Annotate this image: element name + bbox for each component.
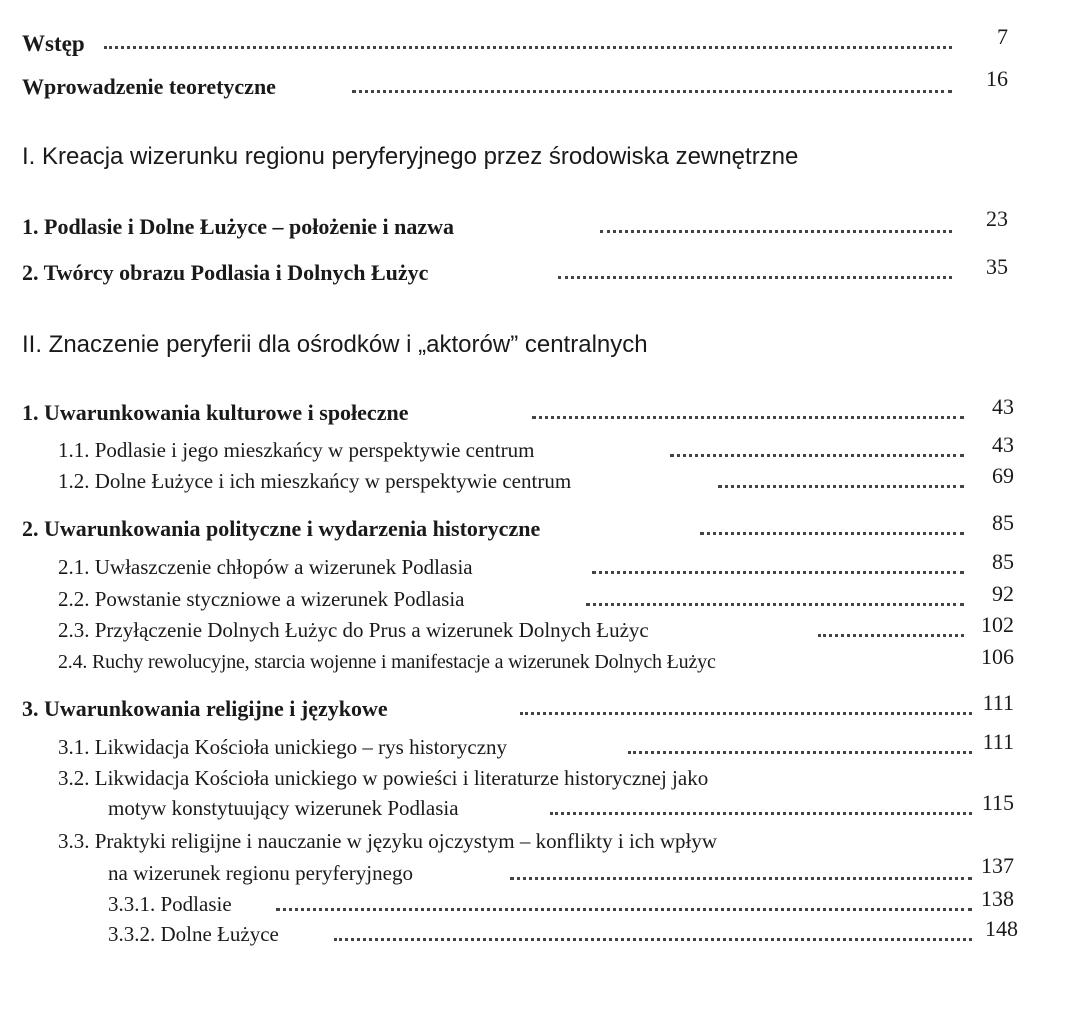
chapter-heading: I. Kreacja wizerunku regionu peryferyjnego przez środowiska zewnętrzne bbox=[22, 143, 799, 170]
toc-entry-1-1[interactable] bbox=[0, 208, 1084, 242]
dot-leader bbox=[334, 938, 972, 941]
page-number: 111 bbox=[982, 690, 1014, 715]
entry-label: 2.1. Uwłaszczenie chłopów a wizerunek Podlasia bbox=[58, 555, 473, 579]
entry-label: 2.3. Przyłączenie Dolnych Łużyc do Prus a wizerunek Dolnych Łużyc bbox=[58, 618, 649, 642]
page-number: 92 bbox=[992, 581, 1014, 606]
toc-entry-2-3-3[interactable] bbox=[0, 825, 1084, 891]
page-number: 148 bbox=[985, 916, 1018, 941]
toc-entry-2-1-2[interactable] bbox=[0, 465, 1084, 499]
toc-entry-2-2[interactable] bbox=[0, 512, 1084, 546]
toc-entry-2-2-1[interactable] bbox=[0, 551, 1084, 585]
page-number: 43 bbox=[992, 432, 1014, 457]
dot-leader bbox=[550, 812, 972, 815]
dot-leader bbox=[520, 712, 972, 715]
entry-label: 3. Uwarunkowania religijne i językowe bbox=[22, 696, 388, 721]
entry-label: 2. Twórcy obrazu Podlasia i Dolnych Łużyc bbox=[22, 260, 429, 285]
dot-leader bbox=[510, 877, 972, 880]
toc-entry-2-2-4[interactable] bbox=[0, 646, 1084, 680]
dot-leader bbox=[558, 276, 952, 279]
toc-entry-2-3-3-2[interactable] bbox=[0, 918, 1084, 952]
toc-entry-2-3-2[interactable] bbox=[0, 762, 1084, 828]
dot-leader bbox=[818, 634, 964, 637]
page-number: 85 bbox=[992, 510, 1014, 535]
toc-entry-2-3[interactable] bbox=[0, 692, 1084, 726]
page-number: 7 bbox=[997, 24, 1008, 49]
entry-label: 3.3.2. Dolne Łużyce bbox=[108, 922, 279, 946]
toc-entry-1-2[interactable] bbox=[0, 256, 1084, 290]
toc-entry-2-2-3[interactable] bbox=[0, 614, 1084, 648]
page-number: 43 bbox=[992, 394, 1014, 419]
dot-leader bbox=[104, 46, 952, 49]
page-number: 138 bbox=[981, 886, 1014, 911]
dot-leader bbox=[592, 571, 964, 574]
toc-entry-wprowadzenie[interactable] bbox=[0, 68, 1084, 102]
page-number: 106 bbox=[981, 644, 1014, 669]
entry-label: 3.3. Praktyki religijne i nauczanie w języku ojczystym – konflikty i ich wpływ bbox=[58, 829, 718, 853]
page-number: 69 bbox=[992, 463, 1014, 488]
dot-leader bbox=[700, 532, 964, 535]
dot-leader bbox=[628, 751, 972, 754]
toc-entry-2-3-3-1[interactable] bbox=[0, 888, 1084, 922]
dot-leader bbox=[600, 230, 952, 233]
entry-label: 3.2. Likwidacja Kościoła unickiego w powieści i literaturze historycznej jako bbox=[58, 766, 709, 790]
entry-label: 1. Uwarunkowania kulturowe i społeczne bbox=[22, 400, 409, 425]
entry-label: 1. Podlasie i Dolne Łużyce – położenie i nazwa bbox=[22, 214, 455, 239]
entry-label: Wstęp bbox=[22, 31, 85, 56]
entry-label: 1.1. Podlasie i jego mieszkańcy w perspektywie centrum bbox=[58, 438, 535, 462]
entry-label: Wprowadzenie teoretyczne bbox=[22, 74, 276, 99]
page-number: 16 bbox=[986, 66, 1008, 91]
dot-leader bbox=[532, 416, 964, 419]
entry-label: 2.2. Powstanie styczniowe a wizerunek Podlasia bbox=[58, 587, 465, 611]
entry-label: 3.1. Likwidacja Kościoła unickiego – rys historyczny bbox=[58, 735, 508, 759]
page-number: 23 bbox=[986, 206, 1008, 231]
page-number: 115 bbox=[981, 790, 1014, 815]
entry-label-continuation: motyw konstytuujący wizerunek Podlasia bbox=[108, 796, 459, 820]
page-number: 102 bbox=[981, 612, 1014, 637]
entry-label: 2.4. Ruchy rewolucyjne, starcia wojenne i manifestacje a wizerunek Dolnych Łużyc bbox=[58, 651, 716, 673]
dot-leader bbox=[718, 485, 964, 488]
dot-leader bbox=[586, 603, 964, 606]
dot-leader bbox=[352, 90, 952, 93]
toc-entry-2-3-1[interactable] bbox=[0, 731, 1084, 765]
dot-leader bbox=[276, 908, 972, 911]
toc-entry-2-1[interactable] bbox=[0, 396, 1084, 430]
dot-leader bbox=[670, 454, 964, 457]
chapter-heading: II. Znaczenie peryferii dla ośrodków i „aktorów” centralnych bbox=[22, 331, 648, 358]
entry-label: 3.3.1. Podlasie bbox=[108, 892, 232, 916]
toc-entry-wstep[interactable] bbox=[0, 26, 1084, 60]
page-number: 111 bbox=[982, 729, 1014, 754]
page-number: 85 bbox=[992, 549, 1014, 574]
page-number: 137 bbox=[981, 853, 1014, 878]
toc-entry-2-2-2[interactable] bbox=[0, 583, 1084, 617]
page-number: 35 bbox=[986, 254, 1008, 279]
entry-label: 1.2. Dolne Łużyce i ich mieszkańcy w perspektywie centrum bbox=[58, 469, 572, 493]
entry-label: 2. Uwarunkowania polityczne i wydarzenia historyczne bbox=[22, 516, 541, 541]
toc-entry-2-1-1[interactable] bbox=[0, 434, 1084, 468]
entry-label-continuation: na wizerunek regionu peryferyjnego bbox=[108, 861, 413, 885]
